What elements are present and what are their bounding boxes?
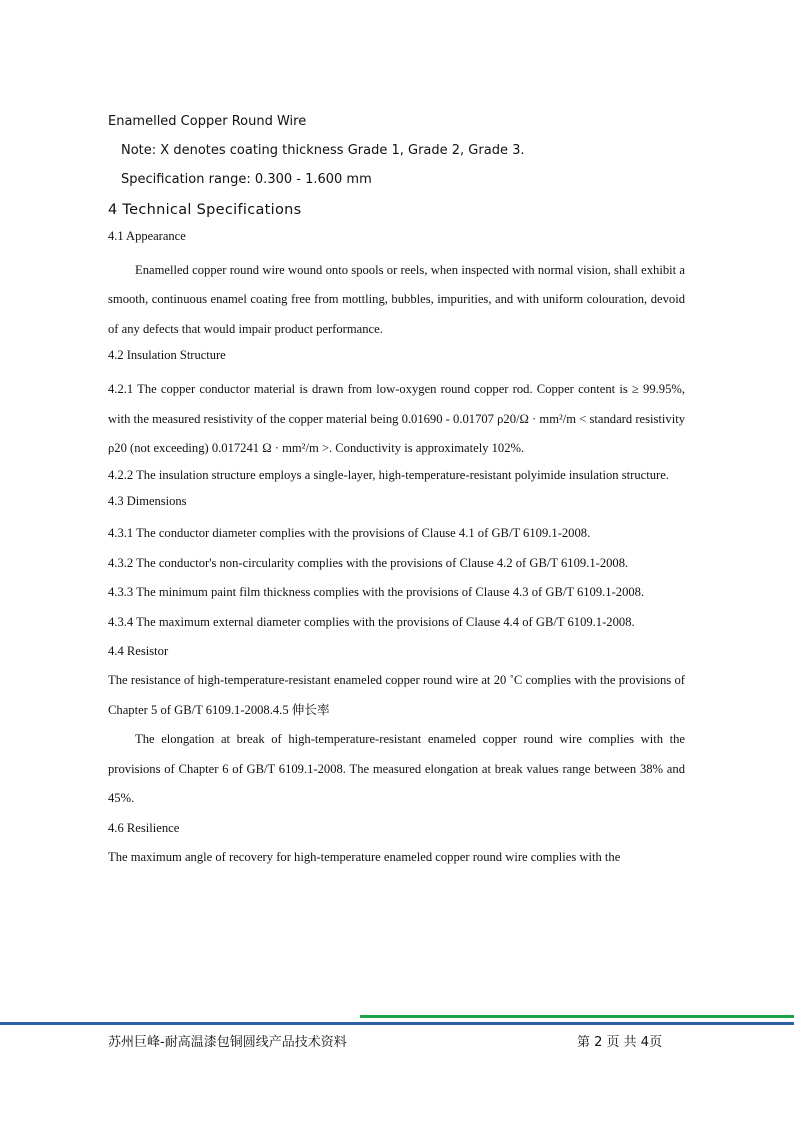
section-4-1-text: Enamelled copper round wire wound onto spools or reels, when inspected with normal vision, shall exhibit a smooth, continuous enamel coating free from mottling, bubbles, impurities, and with uniform colouration, devoid of any defects that would impair product performance. <box>108 263 685 336</box>
clause-4-3-2: 4.3.2 The conductor's non-circularity complies with the provisions of Clause 4.2 of GB/T 6109.1-2008. <box>108 555 629 570</box>
section-4-1-heading: 4.1 Appearance <box>108 229 186 243</box>
clause-4-3-1: 4.3.1 The conductor diameter complies with the provisions of Clause 4.1 of GB/T 6109.1-2008. <box>108 526 591 541</box>
section-4-2-1-text: 4.2.1 The copper conductor material is drawn from low-oxygen round copper rod. Copper content is ≥ 99.95%, with the measured resistivity of the copper material being 0.01690 - 0.01707 ρ20/Ω · mm²/m < standard resistivity ρ20 (not exceeding) 0.017241 Ω · mm²/m >. Conductivity is approximately 102%. <box>108 382 685 456</box>
section-4-6-heading: 4.6 Resilience <box>108 820 180 835</box>
doc-title: Enamelled Copper Round Wire <box>108 114 307 129</box>
document-body <box>108 112 685 872</box>
section-4-2-heading: 4.2 Insulation Structure <box>108 348 226 363</box>
section-4-3-heading: 4.3 Dimensions <box>108 494 187 509</box>
section-4-4-heading: 4.4 Resistor <box>108 644 169 659</box>
coating-note: Note: X denotes coating thickness Grade 1, Grade 2, Grade 3. <box>121 143 525 158</box>
footer-rule-blue <box>0 1022 794 1025</box>
footer-rule-green <box>360 1015 794 1018</box>
clause-4-3-4: 4.3.4 The maximum external diameter complies with the provisions of Clause 4.4 of GB/T 6109.1-2008. <box>108 614 635 629</box>
footer-page-number: 第 2 页 共 4页 <box>577 1035 663 1050</box>
section-4-6-text: The maximum angle of recovery for high-temperature enameled copper round wire complies with the <box>108 849 621 864</box>
section-4-2-2-text: 4.2.2 The insulation structure employs a single-layer, high-temperature-resistant polyimide insulation structure. <box>108 468 669 483</box>
clause-4-3-3: 4.3.3 The minimum paint film thickness complies with the provisions of Clause 4.3 of GB/T 6109.1-2008. <box>108 585 645 600</box>
section-4-heading: 4 Technical Specifications <box>108 202 302 218</box>
section-4-4-text: The resistance of high-temperature-resistant enameled copper round wire at 20 ˚C complies with the provisions of Chapter 5 of GB/T 6109.1-2008.4.5 伸长率 <box>108 673 685 717</box>
footer-doc-title: 苏州巨峰-耐高温漆包铜圆线产品技术资料 <box>108 1035 347 1050</box>
spec-range: Specification range: 0.300 - 1.600 mm <box>121 172 372 187</box>
section-4-5-text: The elongation at break of high-temperature-resistant enameled copper round wire complies with the provisions of Chapter 6 of GB/T 6109.1-2008. The measured elongation at break values range between 38% and 45%. <box>108 732 685 806</box>
